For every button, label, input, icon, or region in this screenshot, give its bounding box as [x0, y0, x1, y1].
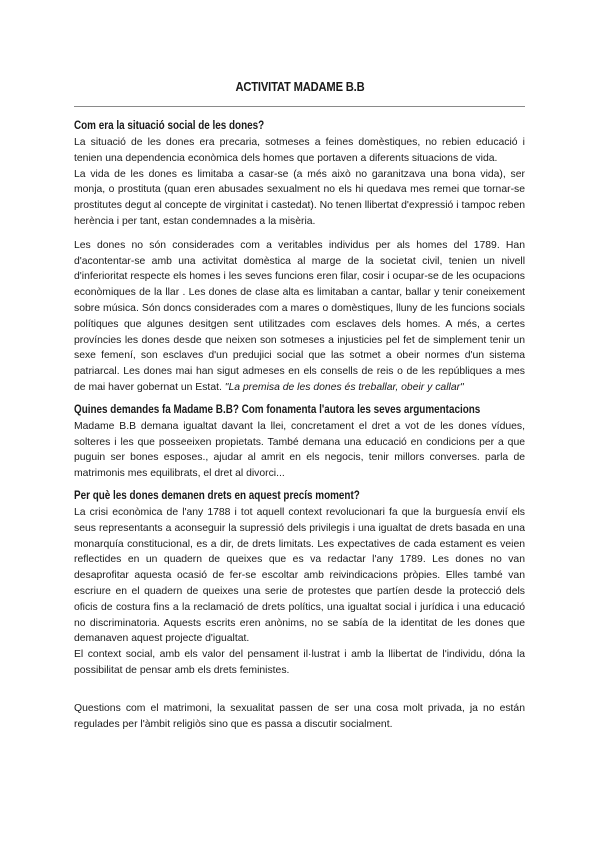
section-demands	[74, 401, 525, 482]
paragraph: La situació de les dones era precaria, sotmeses a feines domèstiques, no rebien educació i tenien una dependencia econòmica dels homes que portaven a diferents situacions de vida.	[74, 137, 525, 164]
page-title: ACTIVITAT MADAME B.B	[235, 79, 365, 94]
quote: "La premisa de les dones és treballar, obeir y callar"	[224, 381, 464, 393]
paragraph: El context social, amb els valor del pensament il·lustrat i amb la llibertat de l'individu, dóna la possibilitat de pensar amb els drets feministes.	[74, 649, 525, 676]
section-heading: Per què les dones demanen drets en aquest precís moment?	[74, 489, 360, 502]
paragraph: Madame B.B demana igualtat davant la llei, concretament el dret a vot de les dones vídues, solteres i les que posseeixen propietats. També demana una educació en condicions per a que puguin ser bones esposes., ajudar al amrit en els negocis, tenir millors converses. parla de matrimonis mes equilibrats, el dret al divorci...	[74, 420, 525, 480]
paragraph: La vida de les dones es limitaba a casar-se (a més això no garanitzava una bona vida), ser monja, o prostituta (quan eren abusades sexualment no els hi quedava mes remei que tornar-se prostitutes degut al concepte de virginitat i castedat). No tenen llibertat d'expressió i tampoc reben herència i per tant, estan condemnades a la misèria.	[74, 168, 525, 227]
section-why-now	[74, 487, 525, 679]
title-divider	[74, 106, 525, 107]
section-social-situation	[74, 117, 525, 396]
closing-paragraph: Questions com el matrimoni, la sexualitat passen de ser una cosa molt privada, ja no están regulades per l'àmbit religiòs sino que es passa a discutir socialment.	[74, 702, 525, 730]
paragraph: La crisi econòmica de l'any 1788 i tot aquell context revolucionari fa que la burguesía envií els seus representants a aconseguir la supressió dels privilegis i una igualtat de drets basada en una monarquía constitucional, es a dir, de drets limitats. Les expectatives de cada estament es veien reflectides en un quadern de queixes que es va redactar l'any 1789. Les dones no van desaprofitar aquesta ocasió de fer-se escoltar amb reivindicacions pròpies. Elles també van escriure en el quadern de queixes una serie de protestes que partíen desde la protecció dels oficis de costura fins a la reclamació de drets polítics, una igualtat social i jurídica i una educació no discriminatoria. Aquests escrits eren anònims, no se sabía de la identitat de les dones que demanaven aquest projecte d'igualtat.	[74, 506, 525, 645]
section-heading: Quines demandes fa Madame B.B? Com fonamenta l'autora les seves argumentacions	[74, 403, 481, 416]
document-body	[74, 117, 525, 732]
section-heading: Com era la situació social de les dones?	[74, 120, 265, 132]
paragraph-text: Les dones no són considerades com a veritables individus per als homes del 1789. Han d'acontentar-se amb una activitat domèstica al marge de la societat civil, tenien un nivell d'inferioritat respecte els homes i les seves funcions eren filar, cosir i ocupar-se de les ocupacions econòmiques de la llar . Les dones de clase alta es limitaban a cantar, ballar y tenir coneixement sobre música. Són doncs considerades com a mares o domèstiques, lluny de les funcions socials polítiques que algunes desitgen sent utilitzades com esclaves dels homes. A més, a certes províncies les dones desde que neixen son sotmeses a injusticies pel fet de simplement tenir un sexe femení, son esclaves d'un predujici social que las sotmet a obeir normes d'un sistema patriarcal. Les dones mai han sigut admeses en els consells de reis o de les repúbliques a mes de mai haver gobernat un Estat.	[74, 239, 525, 393]
paragraph	[74, 238, 525, 396]
